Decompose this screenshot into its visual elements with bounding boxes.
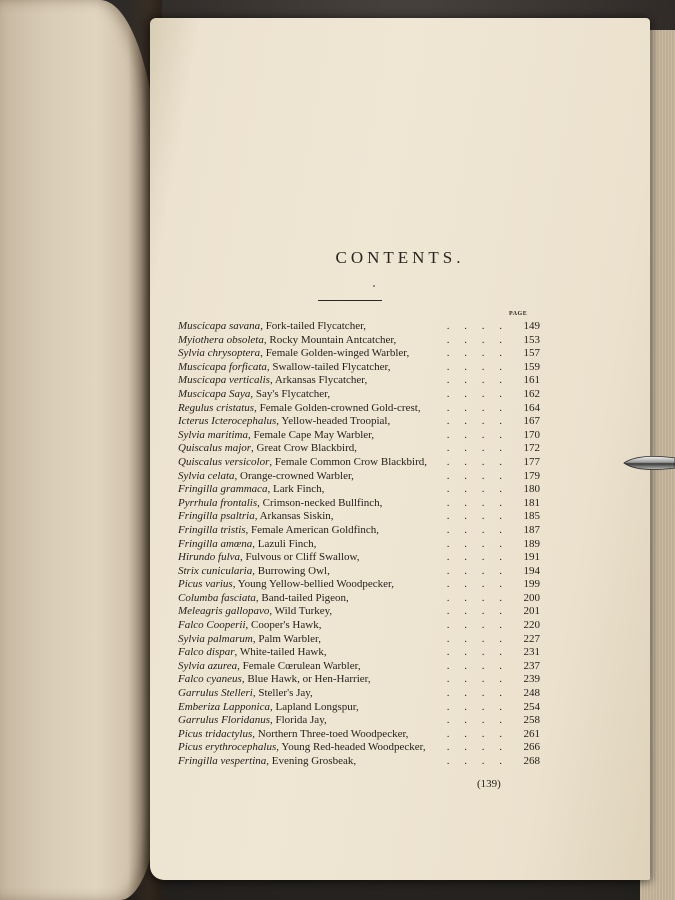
species-latin-name: Muscicapa savana — [178, 320, 261, 332]
species-common-name: , Female Cape May Warbler, — [247, 428, 375, 441]
contents-entry — [178, 578, 538, 592]
leader-dots: . . . . — [446, 401, 508, 414]
species-latin-name: Emberiza Lapponica — [178, 700, 270, 713]
leader-dots: . . . . — [446, 564, 508, 577]
species-common-name: , Fork-tailed Flycatcher, — [260, 320, 367, 332]
leader-dots: . . . . — [446, 374, 508, 387]
page-number: 181 — [523, 496, 540, 509]
contents-entry — [178, 402, 538, 416]
species-latin-name: Meleagris gallopavo — [178, 605, 270, 618]
page-number: 179 — [523, 469, 540, 482]
contents-entry — [178, 361, 538, 375]
species-latin-name: Picus erythrocephalus — [178, 741, 277, 754]
bookmark-clip — [622, 452, 675, 474]
species-common-name: , Female Common Crow Blackbird, — [269, 455, 428, 468]
contents-entry — [178, 551, 538, 565]
page-number: 167 — [523, 415, 540, 428]
leader-dots: . . . . — [446, 659, 508, 672]
page-number: 177 — [523, 455, 540, 468]
contents-entry — [178, 388, 538, 402]
contents-entry — [178, 673, 538, 687]
species-common-name: , Arkansas Siskin, — [254, 510, 334, 523]
page-number: 149 — [523, 320, 540, 332]
species-common-name: , White-tailed Hawk, — [234, 646, 327, 659]
leader-dots: . . . . — [446, 632, 508, 645]
heading-rule — [318, 300, 382, 301]
species-common-name: , Blue Hawk, or Hen-Harrier, — [241, 673, 371, 686]
page-number: 170 — [523, 428, 540, 441]
species-common-name: , Female Golden-winged Warbler, — [260, 347, 410, 360]
leader-dots: . . . . — [446, 646, 508, 659]
page-number: 164 — [523, 401, 540, 414]
contents-entry — [178, 429, 538, 443]
page-number: 239 — [523, 673, 540, 686]
contents-entry — [178, 592, 538, 606]
contents-entry — [178, 347, 538, 361]
contents-entry — [178, 320, 538, 334]
species-latin-name: Quiscalus major — [178, 442, 252, 455]
species-common-name: , Rocky Mountain Antcatcher, — [263, 333, 397, 346]
page-number: 201 — [523, 605, 540, 618]
leader-dots: . . . . — [446, 320, 508, 332]
page-number: 227 — [523, 632, 540, 645]
page-number: 180 — [523, 483, 540, 496]
contents-entry — [178, 646, 538, 660]
folio-number: (139) — [477, 778, 501, 790]
contents-entry — [178, 334, 538, 348]
leader-dots: . . . . — [446, 469, 508, 482]
species-common-name: , Palm Warbler, — [252, 632, 321, 645]
leader-dots: . . . . — [446, 387, 508, 400]
species-common-name: , Young Red-headed Woodpecker, — [276, 741, 426, 754]
contents-entry — [178, 510, 538, 524]
leader-dots: . . . . — [446, 741, 508, 754]
leader-dots: . . . . — [446, 551, 508, 564]
species-latin-name: Falco Cooperii — [178, 619, 246, 632]
species-common-name: , Fulvous or Cliff Swallow, — [240, 551, 360, 564]
contents-entry — [178, 497, 538, 511]
species-common-name: , Swallow-tailed Flycatcher, — [266, 360, 391, 373]
leader-dots: . . . . — [446, 687, 508, 700]
species-common-name: , Crimson-necked Bullfinch, — [257, 496, 383, 509]
contents-entry — [178, 483, 538, 497]
leader-dots: . . . . — [446, 755, 508, 767]
contents-entry — [178, 565, 538, 579]
contents-entry — [178, 456, 538, 470]
species-common-name: , Florida Jay, — [270, 714, 327, 727]
page-number: 187 — [523, 523, 540, 536]
contents-entry — [178, 701, 538, 715]
leader-dots: . . . . — [446, 619, 508, 632]
page-number: 237 — [523, 659, 540, 672]
page-number: 268 — [523, 755, 540, 767]
contents-list — [178, 320, 538, 769]
species-latin-name: Fringilla grammaca — [178, 483, 268, 496]
species-common-name: , Orange-crowned Warbler, — [234, 469, 354, 482]
species-latin-name: Picus varius — [178, 578, 233, 591]
leader-dots: . . . . — [446, 673, 508, 686]
leader-dots: . . . . — [446, 510, 508, 523]
contents-entry — [178, 741, 538, 755]
species-latin-name: Myiothera obsoleta — [178, 333, 264, 346]
species-common-name: , Female Golden-crowned Gold-crest, — [254, 401, 421, 414]
species-latin-name: Sylvia celata — [178, 469, 235, 482]
species-common-name: , Lazuli Finch, — [252, 537, 317, 550]
species-common-name: , Say's Flycatcher, — [250, 387, 331, 400]
species-common-name: , Yellow-headed Troopial, — [276, 415, 391, 428]
species-common-name: , Female American Goldfinch, — [245, 523, 380, 536]
species-latin-name: Falco cyaneus — [178, 673, 242, 686]
species-latin-name: Columba fasciata — [178, 591, 256, 604]
page-number: 153 — [523, 333, 540, 346]
leader-dots: . . . . — [446, 442, 508, 455]
species-latin-name: Muscicapa Saya — [178, 387, 251, 400]
leader-dots: . . . . — [446, 605, 508, 618]
page-number: 157 — [523, 347, 540, 360]
species-common-name: , Great Crow Blackbird, — [251, 442, 358, 455]
leader-dots: . . . . — [446, 347, 508, 360]
species-latin-name: Sylvia palmarum — [178, 632, 253, 645]
species-common-name: , Steller's Jay, — [252, 687, 313, 700]
contents-entry — [178, 660, 538, 674]
page-number: 161 — [523, 374, 540, 387]
page-number: 191 — [523, 551, 540, 564]
leader-dots: . . . . — [446, 496, 508, 509]
species-latin-name: Sylvia maritima — [178, 428, 248, 441]
contents-entry — [178, 714, 538, 728]
leader-dots: . . . . — [446, 483, 508, 496]
species-latin-name: Sylvia azurea — [178, 659, 238, 672]
leader-dots: . . . . — [446, 360, 508, 373]
species-common-name: , Lapland Longspur, — [269, 700, 359, 713]
page-number: 162 — [523, 387, 540, 400]
leader-dots: . . . . — [446, 700, 508, 713]
leader-dots: . . . . — [446, 727, 508, 740]
leader-dots: . . . . — [446, 578, 508, 591]
leader-dots: . . . . — [446, 537, 508, 550]
species-latin-name: Regulus cristatus — [178, 401, 255, 414]
page-number: 194 — [523, 564, 540, 577]
species-common-name: , Band-tailed Pigeon, — [255, 591, 349, 604]
contents-entry — [178, 619, 538, 633]
species-common-name: , Burrowing Owl, — [252, 564, 330, 577]
contents-entry — [178, 687, 538, 701]
contents-entry — [178, 442, 538, 456]
species-latin-name: Icterus Icterocephalus — [178, 415, 277, 428]
page-number: 254 — [523, 700, 540, 713]
species-common-name: , Wild Turkey, — [269, 605, 333, 618]
page-number: 189 — [523, 537, 540, 550]
leader-dots: . . . . — [446, 428, 508, 441]
leader-dots: . . . . — [446, 714, 508, 727]
contents-entry — [178, 605, 538, 619]
species-latin-name: Hirundo fulva — [178, 551, 241, 564]
species-latin-name: Fringilla tristis — [178, 523, 246, 536]
species-latin-name: Fringilla psaltria — [178, 510, 255, 523]
species-latin-name: Pyrrhula frontalis — [178, 496, 258, 509]
species-latin-name: Falco dispar — [178, 646, 235, 659]
contents-entry — [178, 633, 538, 647]
species-latin-name: Muscicapa forficata — [178, 360, 267, 373]
page-number: 172 — [523, 442, 540, 455]
leader-dots: . . . . — [446, 591, 508, 604]
contents-entry — [178, 415, 538, 429]
species-latin-name: Quiscalus versicolor — [178, 455, 270, 468]
page-column-label: PAGE — [509, 311, 528, 317]
species-latin-name: Garrulus Floridanus — [178, 714, 270, 727]
contents-entry — [178, 374, 538, 388]
species-latin-name: Garrulus Stelleri — [178, 687, 253, 700]
species-common-name: , Evening Grosbeak, — [266, 755, 357, 767]
contents-entry — [178, 755, 538, 769]
species-latin-name: Fringilla vespertina — [178, 755, 267, 767]
leader-dots: . . . . — [446, 523, 508, 536]
contents-entry — [178, 538, 538, 552]
species-latin-name: Picus tridactylus — [178, 727, 253, 740]
species-latin-name: Strix cunicularia — [178, 564, 253, 577]
page-number: 231 — [523, 646, 540, 659]
contents-heading: CONTENTS. — [335, 248, 465, 267]
contents-entry — [178, 470, 538, 484]
leader-dots: . . . . — [446, 455, 508, 468]
contents-entry — [178, 728, 538, 742]
species-latin-name: Muscicapa verticalis — [178, 374, 270, 387]
page-number: 261 — [523, 727, 540, 740]
page-number: 258 — [523, 714, 540, 727]
page-number: 248 — [523, 687, 540, 700]
species-common-name: , Northern Three-toed Woodpecker, — [252, 727, 409, 740]
leader-dots: . . . . — [446, 415, 508, 428]
leader-dots: . . . . — [446, 333, 508, 346]
species-common-name: , Lark Finch, — [267, 483, 325, 496]
ornament-dot — [373, 285, 375, 287]
page-number: 220 — [523, 619, 540, 632]
page-number: 266 — [523, 741, 540, 754]
right-page — [150, 18, 650, 880]
page-number: 159 — [523, 360, 540, 373]
species-common-name: , Arkansas Flycatcher, — [269, 374, 368, 387]
page-number: 199 — [523, 578, 540, 591]
species-latin-name: Sylvia chrysoptera — [178, 347, 261, 360]
contents-entry — [178, 524, 538, 538]
species-common-name: , Young Yellow-bellied Woodpecker, — [232, 578, 395, 591]
species-common-name: , Female Cœrulean Warbler, — [237, 659, 361, 672]
page-number: 200 — [523, 591, 540, 604]
species-latin-name: Fringilla amœna — [178, 537, 253, 550]
page-number: 185 — [523, 510, 540, 523]
species-common-name: , Cooper's Hawk, — [245, 619, 322, 632]
